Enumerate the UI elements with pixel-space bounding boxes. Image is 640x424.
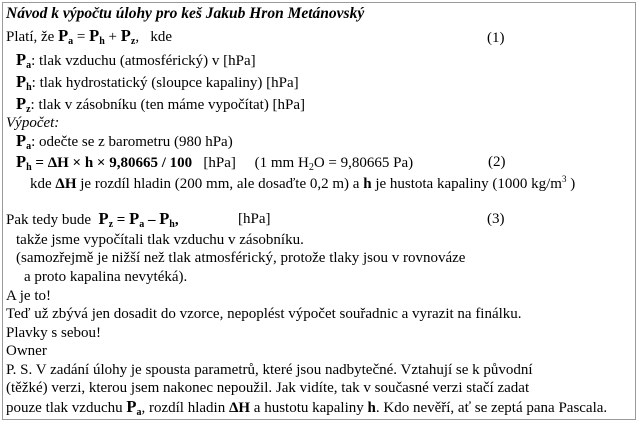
eq1-plus: + bbox=[108, 29, 118, 45]
definition-pa: $P_a$: tlak vzduchu (atmosférický) v [hPa] bbox=[16, 50, 256, 71]
text-line-6: Plavky s sebou! bbox=[6, 325, 101, 341]
equation-3-number: (3) bbox=[487, 211, 505, 227]
document-title: Návod k výpočtu úlohy pro keš Jakub Hron Metánovský bbox=[6, 5, 365, 22]
eq1-pa: P bbox=[58, 26, 69, 45]
eq1-kde: kde bbox=[150, 29, 172, 45]
eq1-ph: P bbox=[89, 26, 100, 45]
eq3-intro: Pak tedy bude bbox=[6, 212, 91, 228]
definition-ph: $P_h$: tlak hydrostatický (sloupce kapaliny) [hPa] bbox=[16, 72, 299, 93]
section-vypocet: Výpočet: bbox=[6, 115, 60, 131]
text-line-8: P. S. V zadání úlohy je spousta parametrů, které jsou nadbytečné. Vztahují se k původní bbox=[6, 362, 533, 378]
equation-3: Pak tedy bude $P_z = P_a - P_h$, bbox=[6, 209, 179, 230]
equation-1: Platí, že $P_a = P_h + P_z$, kde bbox=[6, 26, 172, 47]
equation-2-number: (2) bbox=[488, 154, 506, 170]
text-line-10: pouze tlak vzduchu $P_a$, rozdíl hladin ΔH a hustotu kapaliny h. Kdo nevěří, ať se zeptá pana Pascala. bbox=[6, 397, 608, 418]
pa-line: $P_a$: odečte se z barometru (980 hPa) bbox=[16, 131, 233, 152]
eq2-unit: [hPa] bbox=[203, 155, 236, 171]
eq2-note: (1 mm $H_2O = 9,80665$ Pa) bbox=[254, 155, 414, 173]
eq1-pz: P bbox=[120, 26, 131, 45]
eq3-unit: [hPa] bbox=[238, 211, 271, 227]
eq1-equals: = bbox=[76, 29, 86, 45]
text-line-4: A je to! bbox=[6, 288, 51, 304]
text-line-3: a proto kapalina nevytéká). bbox=[24, 269, 188, 285]
text-line-5: Teď už zbývá jen dosadit do vzorce, nepoplést výpočet souřadnic a vyrazit na finálku. bbox=[6, 306, 522, 322]
equation-2: $P_h = \Delta H \times h \times 9,80665 / 100$ [hPa] (1 mm $H_2O = 9,80665$ Pa) bbox=[16, 152, 414, 173]
text-line-7: Owner bbox=[6, 343, 47, 359]
eq1-intro: Platí, že bbox=[6, 29, 55, 45]
kde-line: kde ΔH je rozdíl hladin (200 mm, ale dosaďte 0,2 m) a h je hustota kapaliny (1000 $kg/m^3$ ) bbox=[30, 174, 576, 192]
text-line-9: (těžké) verzi, kterou jsem nakonec nepoužil. Jak vidíte, tak v současné verzi stačí zadat bbox=[6, 380, 530, 396]
text-line-1: takže jsme vypočítali tlak vzduchu v zásobníku. bbox=[16, 232, 304, 248]
equation-1-number: (1) bbox=[487, 30, 505, 46]
eq2-formula: = ΔH × h × 9,80665 / 100 bbox=[35, 155, 193, 171]
text-line-2: (samozřejmě je nižší než tlak atmosférický, protože tlaky jsou v rovnováze bbox=[16, 250, 466, 266]
definition-pz: $P_z$: tlak v zásobníku (ten máme vypočítat) [hPa] bbox=[16, 94, 306, 115]
